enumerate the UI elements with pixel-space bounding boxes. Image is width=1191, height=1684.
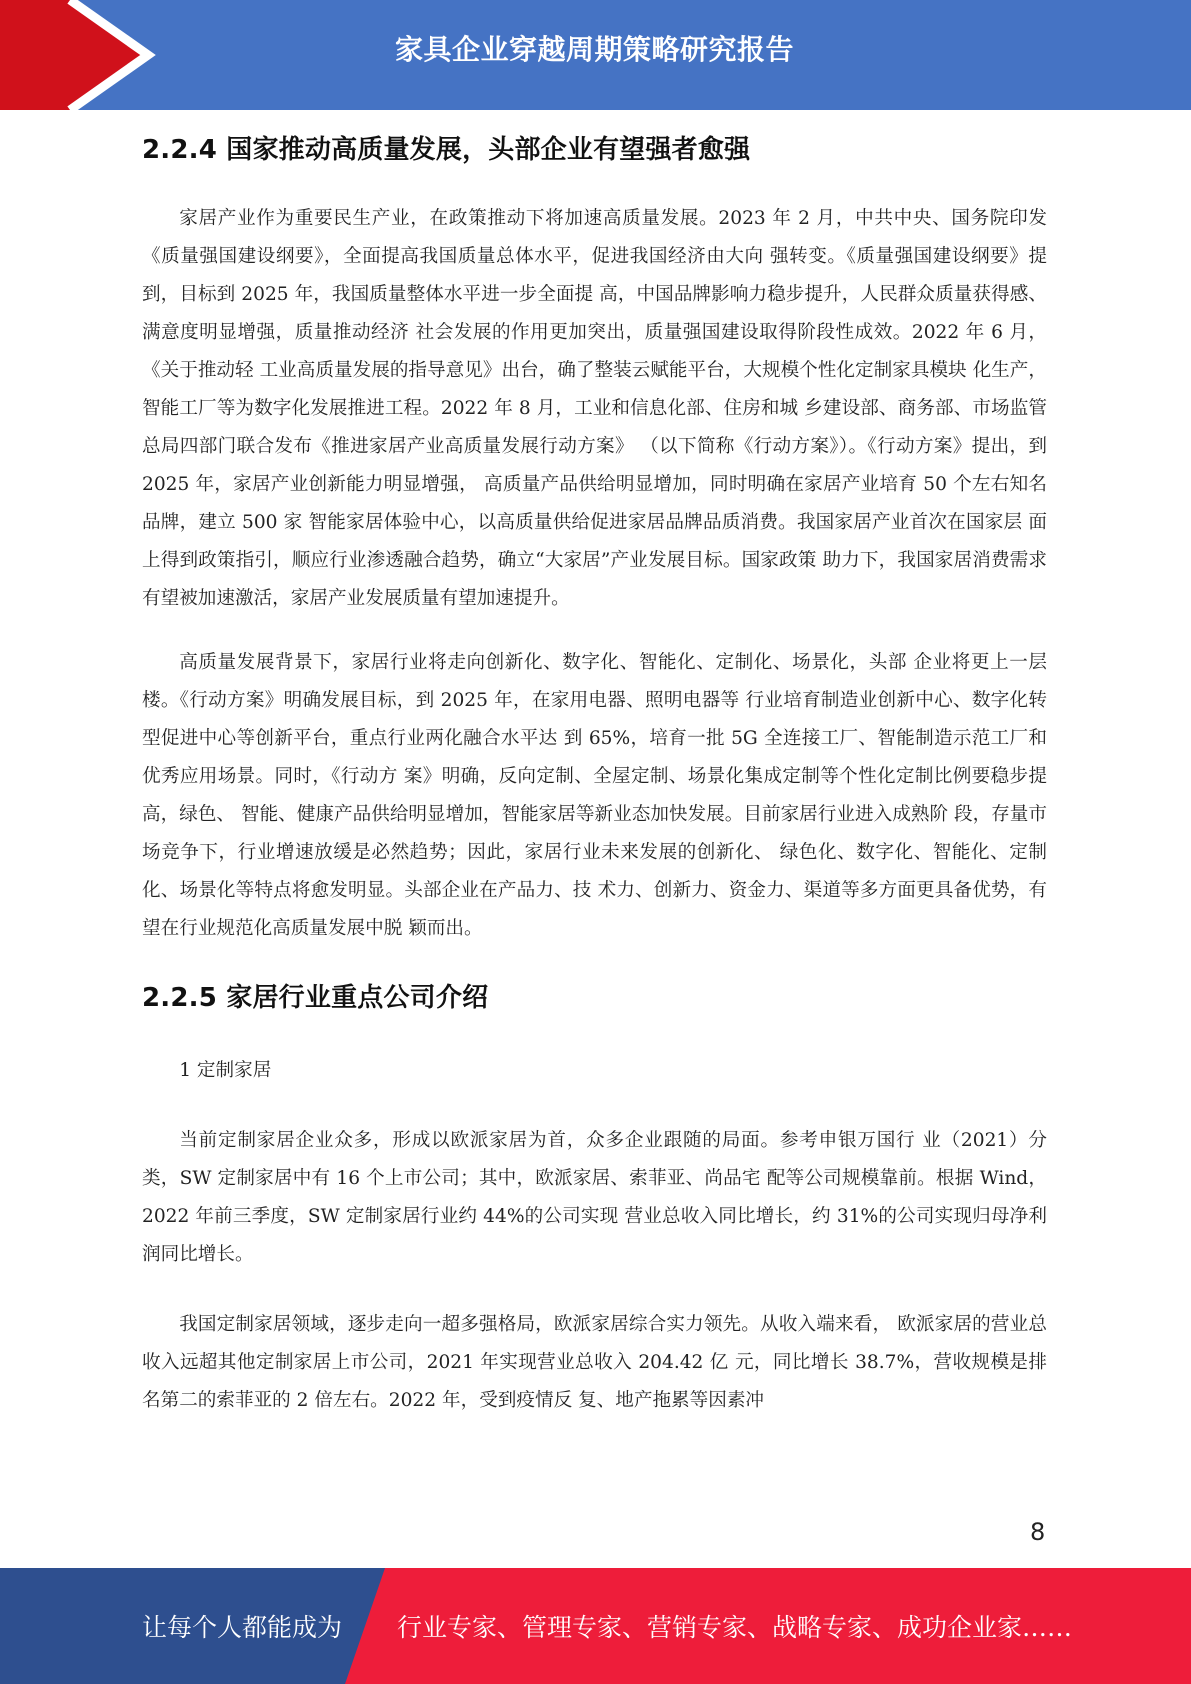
document-body	[142, 126, 1047, 1420]
section-heading-2-2-4: 2.2.4 国家推动高质量发展，头部企业有望强者愈强	[142, 135, 751, 165]
header-title: 家具企业穿越周期策略研究报告	[395, 33, 795, 66]
paragraph-market-structure: 我国定制家居领域，逐步走向一超多强格局，欧派家居综合实力领先。从收入端来看， 欧派家居的营业总收入远超其他定制家居上市公司，2021 年实现营业总收入 204.42 亿 元，同比增长 38.7%，营收规模是排名第二的索菲亚的 2 倍左右。2022 年，受到疫情反 复、地产拖累等因素冲	[142, 1314, 1047, 1411]
page-header	[0, 0, 1191, 110]
footer-slogan-left: 让每个人都能成为	[142, 1613, 343, 1642]
paragraph-high-quality: 高质量发展背景下，家居行业将走向创新化、数字化、智能化、定制化、场景化，头部 企业将更上一层楼。《行动方案》明确发展目标，到 2025 年，在家用电器、照明电器等 行业培育制造业创新中心、数字化转型促进中心等创新平台，重点行业两化融合水平达 到 65%，培育一批 5G 全连接工厂、智能制造示范工厂和优秀应用场景。同时，《行动方 案》明确，反向定制、全屋定制、场景化集成定制等个性化定制比例要稳步提高，绿色、 智能、健康产品供给明显增加，智能家居等新业态加快发展。目前家居行业进入成熟阶 段，存量市场竞争下，行业增速放缓是必然趋势；因此，家居行业未来发展的创新化、 绿色化、数字化、智能化、定制化、场景化等特点将愈发明显。头部企业在产品力、技 术力、创新力、资金力、渠道等多方面更具备优势，有望在行业规范化高质量发展中脱 颖而出。	[142, 652, 1047, 939]
section-heading-2-2-5: 2.2.5 家居行业重点公司介绍	[142, 983, 489, 1013]
paragraph-custom-companies: 当前定制家居企业众多，形成以欧派家居为首，众多企业跟随的局面。参考申银万国行 业（2021）分类，SW 定制家居中有 16 个上市公司；其中，欧派家居、索菲亚、尚品宅 配等公司规模靠前。根据 Wind，2022 年前三季度，SW 定制家居行业约 44%的公司实现 营业总收入同比增长，约 31%的公司实现归母净利润同比增长。	[142, 1130, 1047, 1265]
subheading-custom-furniture: 1 定制家居	[179, 1060, 272, 1081]
page-footer	[0, 1568, 1191, 1684]
footer-slogan-right: 行业专家、管理专家、营销专家、战略专家、成功企业家……	[397, 1613, 1073, 1642]
paragraph-policy: 家居产业作为重要民生产业，在政策推动下将加速高质量发展。2023 年 2 月，中共中央、国务院印发《质量强国建设纲要》，全面提高我国质量总体水平，促进我国经济由大向 强转变。《质量强国建设纲要》提到，目标到 2025 年，我国质量整体水平进一步全面提 高，中国品牌影响力稳步提升，人民群众质量获得感、满意度明显增强，质量推动经济 社会发展的作用更加突出，质量强国建设取得阶段性成效。2022 年 6 月，《关于推动轻 工业高质量发展的指导意见》出台，确了整装云赋能平台，大规模个性化定制家具模块 化生产，智能工厂等为数字化发展推进工程。2022 年 8 月，工业和信息化部、住房和城 乡建设部、商务部、市场监管总局四部门联合发布《推进家居产业高质量发展行动方案》 （以下简称《行动方案》）。《行动方案》提出，到 2025 年，家居产业创新能力明显增强， 高质量产品供给明显增加，同时明确在家居产业培育 50 个左右知名品牌，建立 500 家 智能家居体验中心，以高质量供给促进家居品牌品质消费。我国家居产业首次在国家层 面上得到政策指引，顺应行业渗透融合趋势，确立“大家居”产业发展目标。国家政策 助力下，我国家居消费需求有望被加速激活，家居产业发展质量有望加速提升。	[142, 208, 1047, 609]
page-number: 8	[1030, 1518, 1046, 1546]
header-red-arrow	[0, 0, 148, 110]
